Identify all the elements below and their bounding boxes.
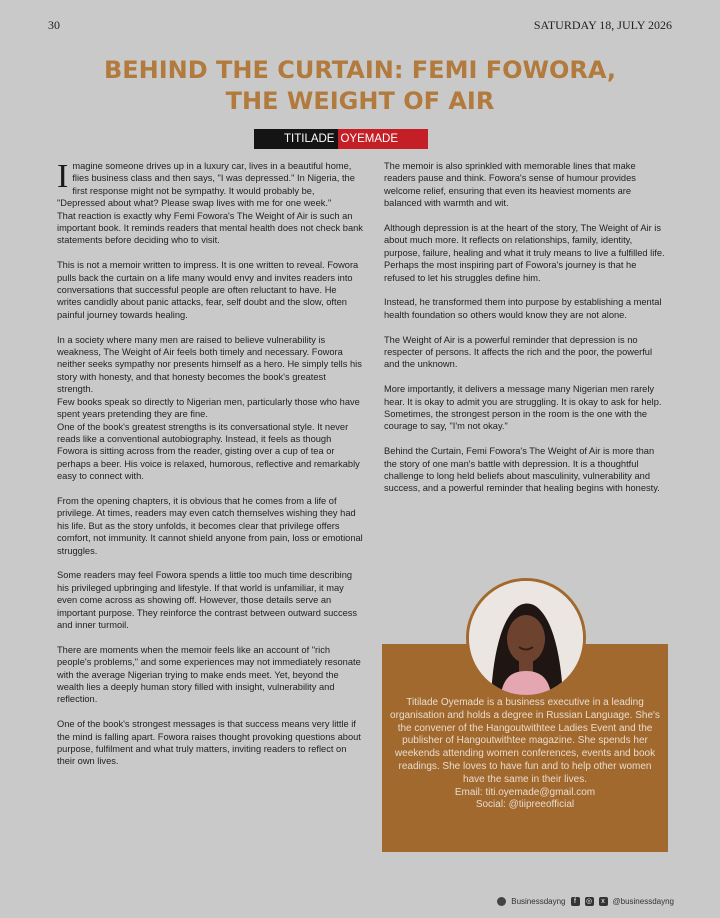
paragraph: This is not a memoir written to impress. It is one written to reveal. Fowora pulls back the curtain on a life many would envy and invites readers into conversations that successful people are often reluctant to have. He writes candidly about panic attacks, fear, self doubt and the slow, often painful journey towards healing.	[57, 260, 359, 320]
title-line-2: THE WEIGHT OF AIR	[225, 87, 495, 115]
footer-brand: Businessdayng	[511, 897, 566, 906]
footer	[497, 897, 674, 906]
paragraph: From the opening chapters, it is obvious that he comes from a life of privilege. At times, readers may even catch themselves wishing they had his life. But as the story unfolds, it becomes clear that privilege offers comfort, not immunity. It cannot shield anyone from pain, loss or emotional struggles.	[57, 495, 363, 556]
footer-handle: @businessdayng	[612, 897, 674, 906]
paragraph: More importantly, it delivers a message many Nigerian men rarely hear. It is okay to admit you are struggling. It is okay to ask for help. Sometimes, the strongest person in the room is the one with the courage to say, "I'm not okay."	[384, 384, 662, 432]
businessday-logo-icon	[497, 897, 506, 906]
page-number: 30	[48, 18, 60, 32]
title-line-1: BEHIND THE CURTAIN: FEMI FOWORA,	[103, 56, 617, 84]
paragraph: The memoir is also sprinkled with memorable lines that make readers pause and think. Fowora's sense of humour provides welcome relief, ensuring that even its heaviest moments are balanced with warmth and wit.	[384, 161, 636, 209]
byline-last-name: OYEMADE	[338, 129, 428, 149]
paragraph: There are moments when the memoir feels like an account of "rich people's problems," and some experiences may not immediately resonate with the average Nigerian trying to make ends meet. Yet, beyond the wealth lies a deeply human story filled with insight, vulnerability and reflection.	[57, 644, 361, 705]
paragraph: One of the book's greatest strengths is its conversational style. It never reads like a conventional autobiography. Instead, it feels as though Fowora is sitting across from the reader, gisting over a cup of tea or perhaps a beer. His voice is relaxed, humorous, reflective and remarkably easy to connect with.	[57, 421, 360, 482]
author-bio	[390, 697, 660, 812]
article-title	[60, 55, 660, 117]
paragraph: In a society where many men are raised to believe vulnerability is weakness, The Weight of Air feels both timely and necessary. Fowora neither seeks sympathy nor presents himself as a hero. He simply tells his story with honesty, and that honesty becomes the book's greatest strength.	[57, 334, 362, 395]
paragraph: One of the book's strongest messages is that success means very little if the mind is falling apart. Fowora raises thought provoking questions about purpose, fulfilment and what truly matters, inviting readers to reflect on their own lives.	[57, 719, 361, 767]
paragraph: Although depression is at the heart of the story, The Weight of Air is about much more. It reflects on relationships, family, identity, purpose, failure, healing and what it truly means to live a fulfilled life. Perhaps the most inspiring part of Fowora's journey is that he refused to let his struggles define him.	[384, 223, 665, 283]
byline-first-name: TITILADE	[254, 129, 338, 149]
column-right	[384, 160, 666, 507]
author-bio-text: Titilade Oyemade is a business executive in a leading organisation and holds a degree in Russian Language. She's the convener of the Hangoutwithtee Ladies Event and the publisher of Hangoutwithtee magazine. She spends her weekends attending women conferences, events and book readings. She loves to have fun and to help other women have the same in their lives.	[390, 697, 660, 785]
paragraph: Some readers may feel Fowora spends a little too much time describing his privileged upbringing and lifestyle. If that world is unfamiliar, it may even come across as showing off. However, those details serve an important purpose. They reinforce the contrast between outward success and inner turmoil.	[57, 570, 358, 630]
author-social: Social: @tiipreeofficial	[475, 799, 575, 811]
paragraph: Few books speak so directly to Nigerian men, particularly those who have spent years pretending they are fine.	[57, 396, 360, 420]
issue-date: SATURDAY 18, JULY 2026	[533, 18, 672, 32]
column-left	[57, 160, 363, 780]
paragraph: The Weight of Air is a powerful reminder that depression is no respecter of persons. It affects the rich and the poor, the powerful and the unknown.	[384, 334, 653, 370]
facebook-icon: f	[571, 897, 580, 906]
paragraph: That reaction is exactly why Femi Fowora's The Weight of Air is such an important book. It reminds readers that mental health does not check bank statements before deciding who to visit.	[57, 210, 363, 246]
paragraph	[57, 160, 363, 210]
author-email: Email: titi.oyemade@gmail.com	[454, 786, 596, 798]
byline	[254, 129, 428, 149]
author-portrait-image	[469, 581, 583, 695]
instagram-icon: ◎	[585, 898, 593, 905]
x-icon: x	[599, 897, 608, 906]
paragraph-text: magine someone drives up in a luxury car, lives in a beautiful home, flies business class and then says, "I was depressed." In Nigeria, the first response might not be sympathy. It would probably be, "Depressed about what? Please swap lives with me for one week."	[57, 161, 355, 209]
paragraph: Behind the Curtain, Femi Fowora's The Weight of Air is more than the story of one man's battle with depression. It is a thoughtful challenge to long held beliefs about masculinity, vulnerability and success, and a powerful reminder that healing begins with honesty.	[384, 446, 660, 494]
author-photo	[466, 578, 586, 698]
paragraph: Instead, he transformed them into purpose by establishing a mental health foundation so others would know they are not alone.	[384, 297, 662, 320]
page-header	[48, 18, 672, 33]
drop-cap: I	[57, 158, 69, 195]
